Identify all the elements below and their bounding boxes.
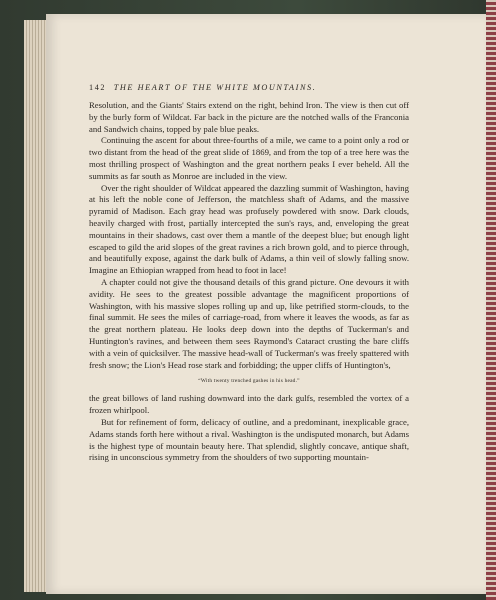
binding-edge <box>486 0 496 600</box>
page-content <box>89 82 409 464</box>
running-title: THE HEART OF THE WHITE MOUNTAINS. <box>113 83 317 92</box>
paragraph-1: Resolution, and the Giants' Stairs extend on the right, behind Iron. The view is then cut off by the burly form of Wildcat. Far back in the picture are the notched walls of the Franconia and Sandwich chains, topped by pale blue peaks. <box>89 100 409 134</box>
paragraph-5: the great billows of land rushing downward into the dark gulfs, resembled the vortex of a frozen whirlpool. <box>89 393 409 416</box>
paragraph-2: Continuing the ascent for about three-fourths of a mile, we came to a point only a rod or two distant from the head of the great slide of 1869, and from the top of a tree here was the most thrilling prospect of Washington and the great northern peaks I ever beheld. All the summits as far south as Monroe are included in the view. <box>89 135 409 181</box>
page-number: 142 <box>89 83 107 92</box>
illustration-caption: “With twenty trenched gashes in his head.” <box>198 378 300 385</box>
running-header <box>89 82 409 94</box>
paragraph-3: Over the right shoulder of Wildcat appeared the dazzling summit of Washington, having at his left the noble cone of Jefferson, the matchless shaft of Adams, and the massive pyramid of Madison. Each gray head was profusely powdered with snow. Dark clouds, heavily charged with frost, partially intercepted the sun's rays, and, enveloping the great mountains in their shadows, cast over them a mantle of the deepest blue; but enough light escaped to gild the arid slopes of the great ravines a rich brown gold, and to pierce through, and beautifully expose, against the dark bulk of Adams, a thin veil of slowly falling snow. Imagine an Ethiopian wrapped from head to foot in lace! <box>89 182 409 276</box>
paragraph-6: But for refinement of form, delicacy of outline, and a predominant, inexplicable grace, Adams stands forth here without a rival. Washington is the undisputed monarch, but Adams is the highest type of mountain beauty here. That splendid, slightly concave, antique shaft, rising in unconscious symmetry from the shoulders of two supporting mountain- <box>89 416 409 463</box>
paragraph-4: A chapter could not give the thousand details of this grand picture. One devours it with avidity. He sees to the greatest possible advantage the magnificent proportions of Washington, with his massive slopes rolling up and up, like petrified storm-clouds, to the final summit. He sees the miles of carriage-road, from where it leaves the woods, as far as the great northern plateau. He looks deep down into the depths of Tuckerman's and Huntington's ravines, and between them sees Raymond's Cataract crusting the bare cliffs with a vein of quicksilver. The massive head-wall of Tuckerman's was freely spattered with fresh snow; the Lion's Head rose stark and forbidding; the upper cliffs of Huntington's, <box>89 276 409 370</box>
